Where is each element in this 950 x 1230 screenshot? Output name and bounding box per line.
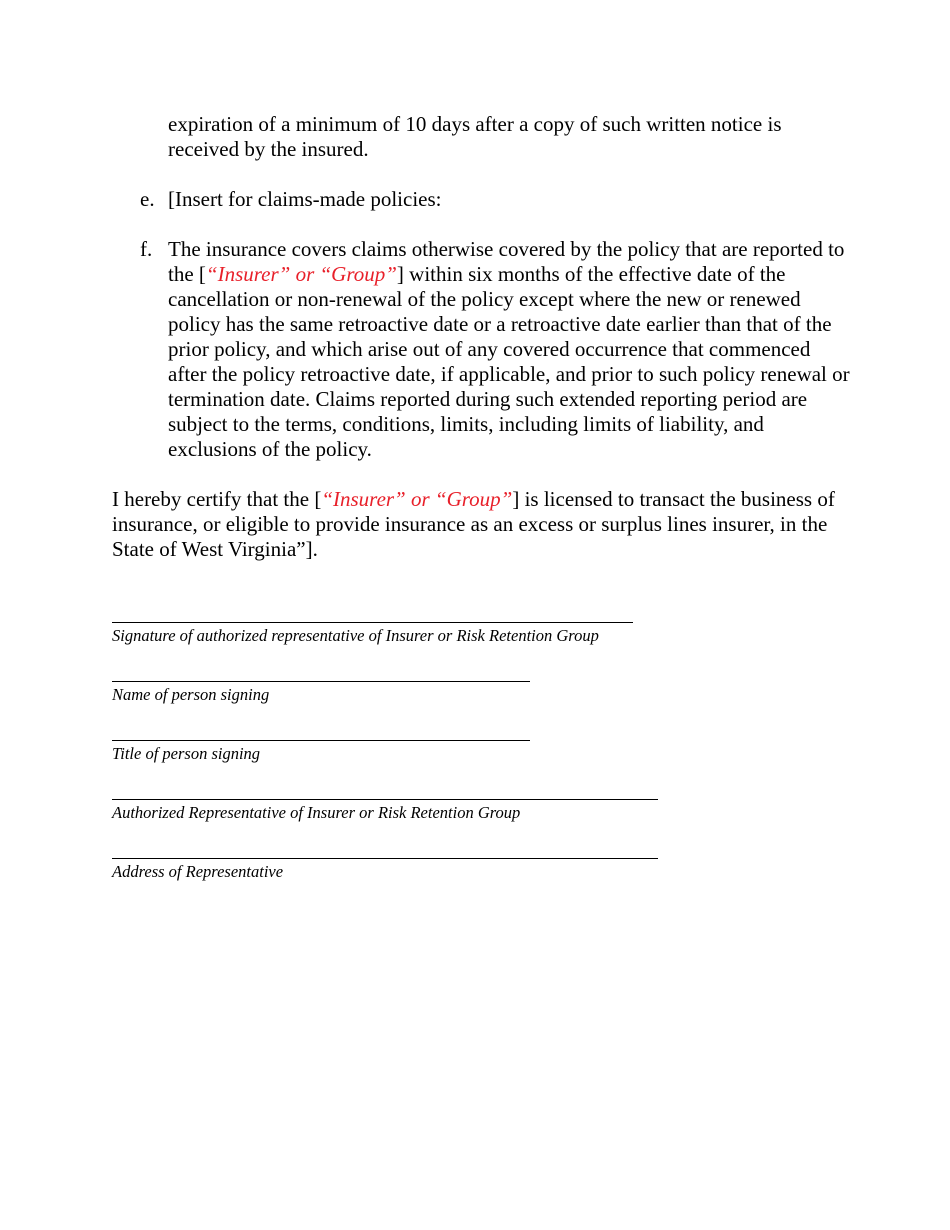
insurer-group-placeholder: “Insurer” or “Group”	[205, 262, 397, 286]
signature-line[interactable]	[112, 622, 633, 623]
insurer-group-placeholder: “Insurer” or “Group”	[321, 487, 513, 511]
representative-label: Authorized Representative of Insurer or Risk Retention Group	[112, 803, 521, 822]
signature-label: Signature of authorized representative of Insurer or Risk Retention Group	[112, 626, 599, 645]
list-marker: e.	[140, 187, 155, 211]
list-item-text	[168, 237, 850, 462]
continuation-paragraph: expiration of a minimum of 10 days after a copy of such written notice is received by the insured.	[168, 112, 782, 161]
address-line[interactable]	[112, 858, 658, 859]
text-segment: I hereby certify that the [	[112, 487, 322, 511]
list-marker: f.	[140, 237, 153, 261]
name-line[interactable]	[112, 681, 530, 682]
list-item-e	[140, 187, 850, 212]
list-item-f	[140, 237, 850, 462]
address-label: Address of Representative	[112, 862, 284, 881]
representative-line[interactable]	[112, 799, 658, 800]
text-segment: The insurance covers claims otherwise covered by the policy that are reported to the [	[168, 237, 845, 286]
list-item-text: [Insert for claims-made policies:	[168, 187, 442, 211]
text-segment: ] within six months of the effective date of the cancellation or non-renewal of the policy except where the new or renewed policy has the same retroactive date or a retroactive date earlier than that of the prior policy, and which arise out of any covered occurrence that commenced after the policy retroactive date, if applicable, and prior to such policy renewal or termination date. Claims reported during such extended reporting period are subject to the terms, conditions, limits, including limits of liability, and exclusions of the policy.	[168, 262, 850, 461]
certification-paragraph	[112, 487, 852, 562]
title-label: Title of person signing	[112, 744, 261, 763]
name-label: Name of person signing	[112, 685, 270, 704]
text-segment: ] is licensed to transact the business of insurance, or eligible to provide insurance as an excess or surplus lines insurer, in the State of West Virginia”].	[112, 487, 835, 561]
title-line[interactable]	[112, 740, 530, 741]
